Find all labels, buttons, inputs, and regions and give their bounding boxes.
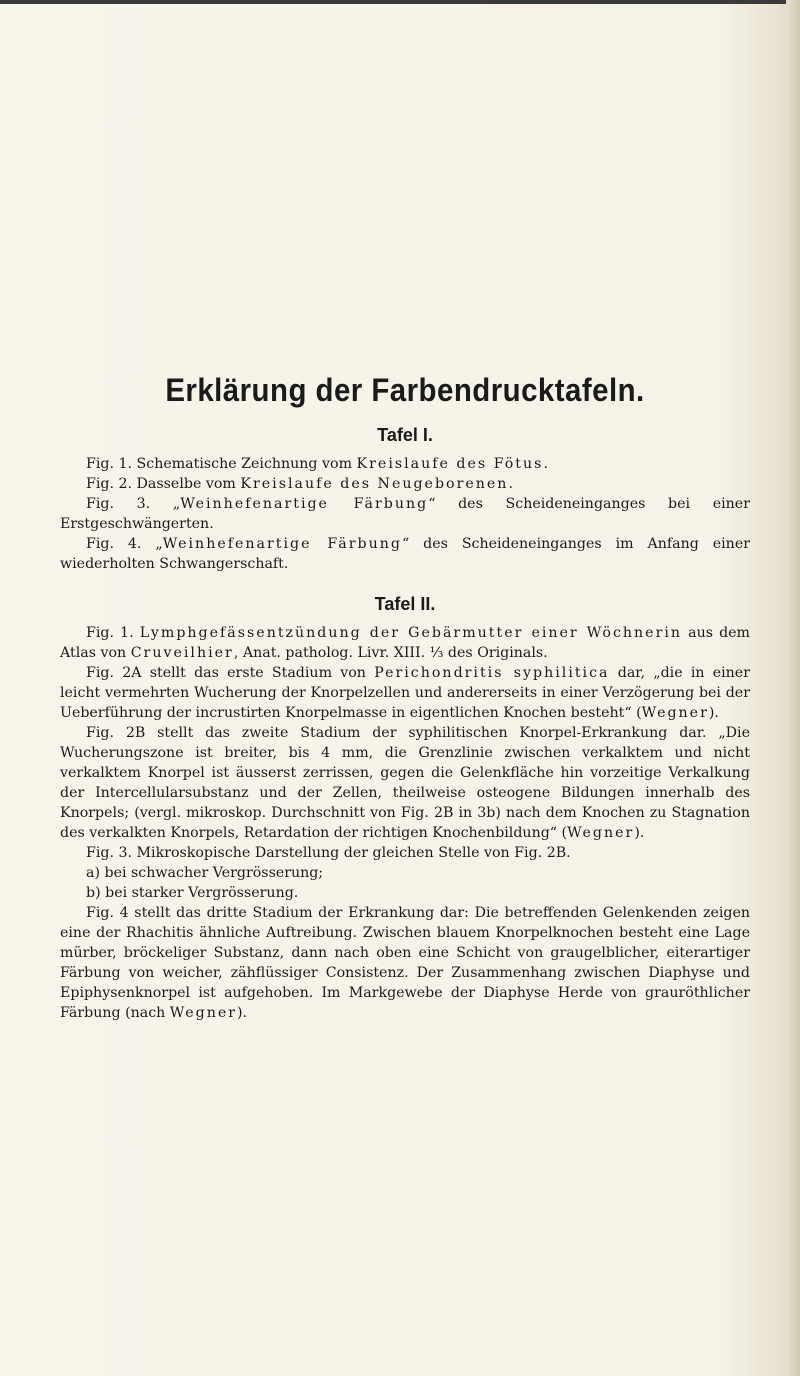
section-gap [60, 574, 750, 594]
tafel-2-fig-2b: Fig. 2B stellt das zweite Stadium der syphilitischen Knorpel-Erkrankung dar. „Die Wucherungszone ist breiter, bis 4 mm, die Grenzlinie zwischen verkalktem und nicht verkalktem Knorpel ist äusserst zerrissen, gegen die Gelenkfläche hin vorzeitige Verkalkung der Intercellularsubstanz und der Zellen, theilweise osteogene Bildungen innerhalb des Knorpels; (vergl. mikroskop. Durchschnitt von Fig. 2B in 3b) nach dem Knochen zu Stagnation des verkalkten Knorpels, Retardation der richtigen Knochenbildung“ (Wegner). [60, 725, 750, 841]
main-title: Erklärung der Farbendrucktafeln. [165, 372, 645, 408]
tafel-2-fig-3b: b) bei starker Vergrösserung. [86, 885, 299, 901]
tafel-2-fig-4: Fig. 4 stellt das dritte Stadium der Erkrankung dar: Die betreffenden Gelenkenden zeigen eine der Rhachitis ähnliche Auftreibung. Zwischen blauem Knorpelknochen besteht eine Lage mürber, bröckeliger Substanz, dann nach oben eine Schicht von graugelblicher, eiterartiger Färbung von weicher, zähflüssiger Consistenz. Der Zusammenhang zwischen Diaphyse und Epiphysenknorpel ist aufgehoben. Im Markgewebe der Diaphyse Herde von grauröthlicher Färbung (nach Wegner). [60, 905, 750, 1021]
tafel-2-fig-2a: Fig. 2A stellt das erste Stadium von Perichondritis syphilitica dar, „die in einer leicht vermehrten Wucherung der Knorpelzellen und andererseits in einer Verzögerung bei der Ueberführung der incrustirten Knorpelmasse in eigentlichen Knochen besteht“ (Wegner). [60, 665, 750, 721]
top-rule [0, 0, 800, 4]
tafel-1-fig-1: Fig. 1. Schematische Zeichnung vom Kreislaufe des Fötus. [86, 456, 548, 472]
tafel-2-fig-1: Fig. 1. Lymphgefässentzündung der Gebärmutter einer Wöchnerin aus dem Atlas von Cruveilhier, Anat. patholog. Livr. XIII. ⅓ des Originals. [60, 625, 751, 661]
tafel-2-fig-3a: a) bei schwacher Vergrösserung; [86, 865, 324, 881]
tafel-1-fig-3: Fig. 3. „Weinhefenartige Färbung“ des Scheideneinganges bei einer Erstgeschwängerten. [60, 496, 750, 532]
page-edge-shadow [786, 0, 800, 1376]
tafel-2-heading: Tafel II. [374, 594, 436, 614]
tafel-1-heading: Tafel I. [377, 425, 433, 445]
tafel-1-fig-4: Fig. 4. „Weinhefenartige Färbung“ des Scheideneinganges im Anfang einer wiederholten Schwangerschaft. [60, 536, 750, 572]
tafel-1-fig-2: Fig. 2. Dasselbe vom Kreislaufe des Neugeborenen. [86, 476, 513, 492]
tafel-2-fig-3: Fig. 3. Mikroskopische Darstellung der gleichen Stelle von Fig. 2B. [86, 845, 571, 861]
document-body [60, 372, 750, 1023]
